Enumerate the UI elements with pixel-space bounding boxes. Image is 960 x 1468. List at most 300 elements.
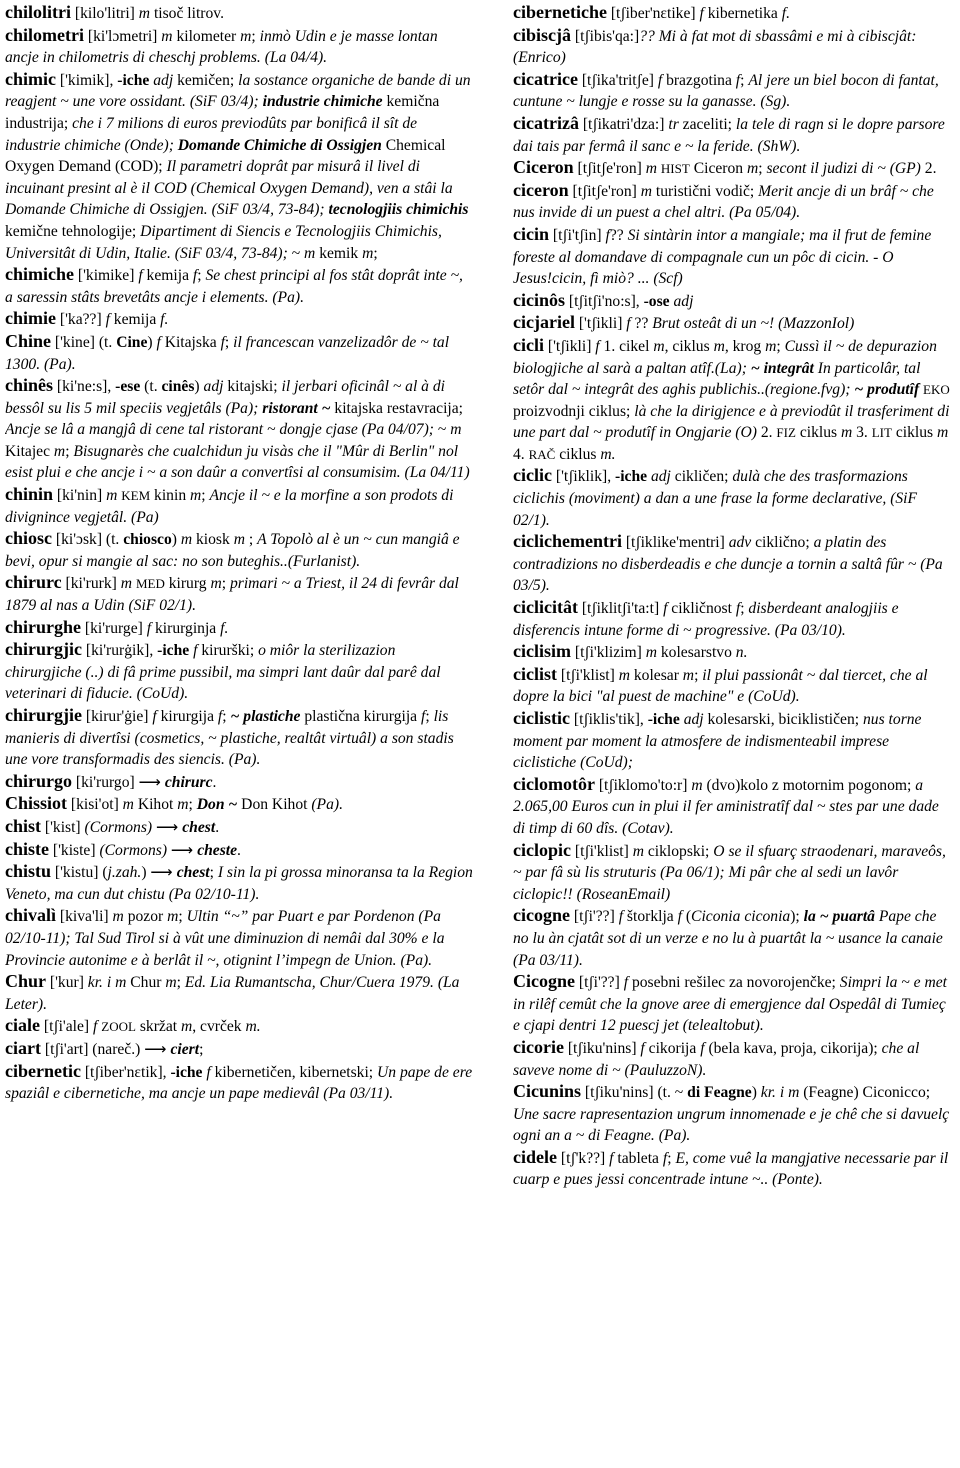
headword: ciceron — [513, 179, 569, 200]
entry-text: ; — [425, 708, 434, 725]
dictionary-entry — [513, 1081, 951, 1147]
entry-text: tecnologjiis chimichis — [328, 201, 469, 219]
entry-text: I sin la pi grossa minoransa ta la Region Veneto, ma cun dut chistu (Pa 02/10-11). — [5, 864, 473, 903]
dictionary-entry — [513, 290, 951, 313]
entry-text: [tʃika'tritʃe] — [577, 71, 658, 89]
entry-text: kolesar — [629, 666, 683, 684]
entry-text: ZOOL — [101, 1019, 136, 1035]
entry-text: secont il judizi di ~ (GP) — [766, 160, 921, 178]
dictionary-entry — [5, 264, 473, 308]
entry-text: ['kine] (t. — [51, 333, 117, 351]
entry-text: m — [682, 666, 695, 684]
headword: Chine — [5, 330, 52, 351]
entry-text: ['kimike] — [74, 267, 139, 285]
entry-text: ['kiste] — [49, 841, 100, 859]
entry-text: che i 7 milions di euros previodûts par bonificâ il sît de industrie chimiche (Onde); — [5, 114, 418, 154]
entry-text: (bela kava, proja, cikorija); — [704, 1039, 882, 1057]
entry-text: ; — [667, 1149, 676, 1167]
entry-text: ['ka??] — [56, 311, 106, 329]
entry-text: Pape che no lu àn cjatât sot di un verze e no lu à puartât la ~ usance la canaie (Pa 03/11). — [513, 908, 943, 969]
headword: ciclistic — [513, 708, 570, 728]
headword: cibiscjâ — [513, 24, 571, 45]
entry-text: adj — [650, 468, 671, 486]
entry-text: cikličen; — [670, 468, 733, 486]
entry-text: ['tʃikli] — [543, 337, 596, 355]
entry-text: [tʃiber'nɛtike] — [606, 5, 700, 22]
entry-text: m — [937, 424, 949, 442]
entry-text: RAČ — [528, 446, 556, 462]
dictionary-entry — [513, 180, 951, 224]
entry-text: ?? — [630, 315, 653, 333]
entry-text: a platin des contradizions no disberdeadis e che duncje a tornin a saltâ fûr ~ (Pa 03/5). — [513, 534, 943, 595]
headword: cicjariel — [513, 312, 575, 333]
entry-text: [ki'nin] — [53, 487, 107, 505]
dictionary-entry — [513, 2, 951, 25]
dictionary-entry — [513, 465, 951, 531]
entry-text: [ki'rurk] — [61, 575, 121, 593]
entry-text: 4. — [513, 445, 529, 463]
entry-text: m — [450, 421, 462, 439]
entry-text: [ki'ne:s], — [53, 378, 116, 396]
entry-text: inmò Udin e je masse lontan ancje in chilometris di cheschj problems. (La 04/4). — [5, 27, 438, 67]
headword: cicogne — [513, 905, 570, 926]
entry-text: [tʃiber'nɛtik], — [80, 1063, 171, 1081]
entry-text: lis manieris di divertîsi (cosmetics, ~ plastiche, realtât virtuâl) a son stadis une vore transformadis des siencis. (Pa). — [5, 708, 454, 769]
entry-text: adj — [673, 292, 694, 310]
entry-text: pozor — [123, 908, 168, 926]
dictionary-entry — [5, 25, 473, 69]
entry-text: ; — [178, 908, 187, 926]
entry-text: ; — [65, 442, 74, 460]
entry-text: m — [167, 908, 179, 926]
entry-text: [tʃiklike'mentri] — [621, 534, 729, 552]
dictionary-entry — [5, 905, 473, 971]
entry-text: ~ plastiche — [230, 708, 301, 725]
entry-text: ; — [373, 244, 378, 262]
headword: chiosc — [5, 528, 52, 549]
entry-text: m — [210, 575, 222, 593]
entry-text: [tʃiku'nins] — [563, 1039, 641, 1057]
entry-text: f — [663, 600, 668, 618]
entry-text: m — [120, 575, 133, 593]
entry-text: štorklja — [623, 908, 678, 926]
dictionary-entry — [5, 971, 473, 1015]
headword: ciale — [5, 1015, 40, 1036]
entry-text: kirurški; — [197, 642, 259, 660]
entry-text: ciklus — [555, 445, 601, 463]
entry-text: m — [138, 5, 151, 22]
entry-text: adj — [683, 711, 704, 728]
entry-text: . — [237, 841, 241, 859]
entry-text: f. — [781, 5, 790, 22]
entry-text: FIZ — [776, 425, 796, 441]
entry-text: m — [653, 337, 665, 355]
entry-text: ; — [197, 267, 206, 285]
dictionary-entry — [513, 840, 951, 906]
entry-text: m — [240, 27, 252, 45]
entry-text: f — [735, 600, 741, 618]
headword: chirurghe — [5, 616, 81, 637]
entry-text: m — [840, 424, 853, 442]
headword: chilolitri — [5, 2, 71, 22]
entry-text: [ki'lɔmetri] — [83, 27, 162, 45]
entry-text: o miôr la sterilizazion chirurgjiche (..) di fâ prime pussibil, ma simpri lant daûr dal parê dal veterinari di fiducie. (CoUd). — [5, 642, 441, 703]
dictionary-entry — [5, 484, 473, 528]
entry-text: m — [106, 487, 118, 505]
headword: cibernetic — [5, 1060, 81, 1081]
entry-text: Ancje se lâ a mangjâ di cene tal ristorant ~ dongje cjase (Pa 04/07); — [5, 421, 434, 439]
entry-text: Ed. Lia Rumantscha, Chur/Cuera 1979. (La Leter). — [5, 974, 460, 1013]
entry-text: [kirur'ġie] — [81, 708, 153, 725]
entry-text: ~ — [287, 244, 305, 262]
entry-text: (Cormons) — [99, 841, 168, 859]
entry-text: [tʃitʃe'ron] — [573, 160, 646, 178]
entry-text: cinês — [161, 378, 195, 396]
entry-text: ; — [758, 160, 767, 178]
entry-text: Une sacre rapresentazion ungrum innomenade e je chê che si davuelç ogni an a ~ di Feagne. (Pa). — [513, 1105, 950, 1145]
entry-text: ⟶ — [167, 841, 198, 859]
dictionary-entry — [5, 331, 473, 375]
entry-text: 2. — [756, 424, 777, 442]
entry-text: f. — [160, 311, 169, 329]
entry-text: f — [206, 1063, 211, 1081]
entry-text: m. — [245, 1018, 261, 1036]
headword: cicli — [513, 334, 544, 355]
entry-text: m — [645, 644, 657, 662]
entry-text: ~ produtîf — [854, 381, 920, 399]
entry-text: Ancje il ~ e la morfine a son prodots di divignince vegjetâl. (Pa) — [5, 487, 454, 526]
entry-text: chiosco — [123, 531, 172, 549]
entry-text: dulà che des trasformazions ciclichis (moviment) a dan a une frase la forme declarative, (SiF 02/1). — [513, 468, 918, 529]
entry-text: che al saveve nome di ~ (PauluzzoN). — [513, 1039, 920, 1079]
entry-text: Domande Chimiche di Ossigjen — [177, 136, 382, 154]
entry-text: In particolâr, tal setôr dal ~ integrât des aghis publichis..(regione.fvg); — [513, 359, 921, 399]
entry-text: m — [177, 796, 189, 814]
entry-text: m — [765, 337, 777, 355]
entry-text: ?? — [609, 226, 628, 244]
dictionary-entry — [513, 157, 951, 180]
headword: cicatrice — [513, 68, 578, 89]
dictionary-entry — [5, 639, 473, 705]
dictionary-entry — [513, 224, 951, 290]
entry-text: [tʃi'klizim] — [570, 644, 646, 662]
dictionary-entry — [5, 816, 473, 839]
entry-text: kitajska restavracija; — [330, 399, 464, 417]
headword: chirurgjic — [5, 639, 82, 660]
entry-text: ?? Mi à fat mot di sbassâmi e mi à cibiscjât: (Enrico) — [513, 27, 917, 67]
entry-text: [kisi'ot] — [67, 796, 123, 814]
dictionary-entry — [5, 572, 473, 616]
entry-text: [ki'ɔsk] (t. — [52, 531, 124, 549]
right-column — [513, 2, 951, 1468]
entry-text: kirurginja — [151, 619, 221, 637]
entry-text: la ~ puartâ — [803, 908, 875, 926]
entry-text: cikličnost — [667, 600, 736, 618]
entry-text: kitajski; — [223, 378, 282, 396]
entry-text: ['kistu] ( — [51, 864, 108, 882]
headword: chimie — [5, 308, 56, 329]
dictionary-entry — [513, 641, 951, 664]
entry-text: f — [640, 1039, 645, 1057]
headword: Chissiot — [5, 793, 68, 814]
entry-text: m — [713, 337, 725, 355]
entry-text: f — [605, 226, 610, 244]
entry-text: -iche — [170, 1063, 203, 1081]
entry-text: f — [93, 1018, 98, 1036]
headword: ciclisim — [513, 641, 571, 662]
entry-text: f — [138, 267, 143, 285]
entry-text: ); — [790, 908, 804, 926]
entry-text: ['kist] — [41, 818, 85, 836]
headword: ciclichementri — [513, 531, 622, 552]
entry-text: a 2.065,00 Euros cun in plui il fer aministratîf dal ~ stes par une dade di timp di 60 dîs. (Cotav). — [513, 776, 939, 837]
entry-text: -ese — [115, 378, 141, 396]
dictionary-entry — [513, 1147, 951, 1191]
entry-text: Un pape de ere spaziâl e cibernetiche, ma ancje un pape medievâl (Pa 03/11). — [5, 1063, 473, 1103]
entry-text: Si sintàrin intor a mangiale; ma il frut de femine foreste al domandave di compagnale cun un pôc di cicin. - O Jesus!cicin, fì miò? ... (Scf) — [513, 226, 932, 288]
entry-text: ) — [194, 378, 204, 396]
entry-text: kibernetičen, kibernetski; — [210, 1063, 378, 1081]
entry-text: adv — [728, 534, 752, 552]
entry-text: ) ⟶ — [141, 864, 177, 882]
headword: ciclist — [513, 663, 557, 684]
entry-text: m — [618, 666, 630, 684]
entry-text: ; — [224, 333, 234, 351]
entry-text: ~ integrât — [750, 359, 814, 377]
entry-text: -iche — [157, 642, 190, 660]
entry-text: f — [657, 71, 663, 89]
entry-text: ; — [251, 27, 260, 45]
entry-text: [tʃikatri'dza:] — [578, 115, 669, 133]
entry-text: ; — [188, 796, 197, 814]
dictionary-entry — [513, 25, 951, 69]
entry-text: [ki'rurge] — [81, 619, 147, 637]
entry-text: f — [677, 908, 682, 926]
entry-text: là che la dirigjence e à previodût il trasferiment di une part dal ~ produtîf in Ongjarie (O) — [513, 402, 950, 442]
entry-text: Don Kihot — [237, 796, 312, 814]
entry-text: kemik — [315, 244, 363, 262]
entry-text: Il parametri doprât par misurâ il livel di incuinant presint al è il COD (Chemical Oxygen Demand), ven a stâi la Domande Chimiche di Ossigjen. (SiF 03/4, 73-84); — [5, 158, 453, 219]
entry-text: kolesarstvo — [656, 644, 736, 662]
entry-text: kemične tehnologije; — [5, 222, 141, 240]
entry-text: Cine — [116, 333, 148, 351]
entry-text: (Cormons) — [84, 818, 153, 836]
entry-text: f — [217, 708, 223, 725]
entry-text: f — [105, 311, 110, 329]
entry-text: disberdeant analogjiis e disferencis intune forme di ~ progressive. (Pa 03/10). — [513, 600, 899, 639]
entry-text: primari ~ a Triest, il 24 di fevrâr dal 1879 al nas a Udin (SiF 02/1). — [5, 575, 459, 615]
entry-text: -iche — [647, 711, 680, 728]
headword: cicinôs — [513, 289, 565, 310]
dictionary-entry — [5, 308, 473, 331]
headword: ciclomotôr — [513, 773, 595, 794]
entry-text: kirurgija — [156, 708, 218, 725]
entry-text: il jerbari oficinâl ~ al à di bessôl su lis 5 mil speciis vegjetâls (Pa); — [5, 378, 446, 417]
entry-text: adj — [203, 378, 224, 396]
entry-text: ; — [776, 337, 785, 355]
entry-text: ['tʃikli] — [574, 315, 627, 333]
dictionary-entry — [5, 793, 473, 816]
entry-text: 3. — [852, 424, 872, 442]
entry-text: (t. — [140, 378, 162, 396]
entry-text: ciert — [170, 1040, 200, 1058]
entry-text: tisoč litrov. — [150, 5, 224, 22]
entry-text: , ciklus — [664, 337, 714, 355]
headword: ciclopic — [513, 839, 571, 860]
dictionary-entry — [5, 2, 473, 25]
entry-text: [tʃi'klist] — [556, 666, 619, 684]
entry-text: [kiva'li] — [56, 908, 113, 926]
entry-text: chirurc — [164, 773, 213, 791]
entry-text: brazgotina — [662, 71, 736, 89]
headword: chistu — [5, 861, 52, 882]
entry-text: n. — [735, 644, 748, 662]
dictionary-entry — [513, 774, 951, 840]
entry-text: [tʃi'tʃin] — [549, 226, 606, 244]
entry-text: f — [192, 267, 198, 285]
entry-text: tr — [668, 115, 679, 133]
entry-text: cheste — [197, 841, 238, 859]
entry-text: turistični vodič; — [652, 182, 759, 200]
entry-text: f — [156, 333, 161, 351]
dictionary-entry — [5, 528, 473, 572]
entry-text: ; — [694, 666, 703, 684]
entry-text: m — [233, 531, 245, 549]
entry-text: -ose — [643, 292, 670, 310]
entry-text: m — [645, 160, 658, 178]
entry-text: ciklično; — [751, 534, 814, 552]
left-column — [5, 2, 473, 1468]
headword: chimic — [5, 68, 56, 89]
entry-text: la tele di ragn si le dopre parsore dai tais par fermâ il sanc e ~ la feride. (ShW). — [513, 115, 945, 155]
headword: chirurgo — [5, 770, 72, 791]
dictionary-entry — [513, 905, 951, 971]
entry-text: f — [699, 5, 704, 22]
entry-text: ciklus — [795, 424, 841, 442]
headword: chimiche — [5, 264, 74, 285]
entry-text: ; — [221, 575, 230, 593]
entry-text: chest — [182, 818, 216, 836]
entry-text: proizvodnji ciklus; — [513, 402, 635, 420]
dictionary-entry — [513, 312, 951, 335]
dictionary-entry — [5, 69, 473, 264]
entry-text: Merit ancje di un brâf ~ che nus invide di un puest a chel altri. (Pa 05/04). — [513, 182, 934, 222]
entry-text: m — [53, 442, 66, 460]
dictionary-entry — [513, 531, 951, 597]
entry-text: plastična kirurgija — [300, 708, 421, 725]
entry-text: , cvrček — [192, 1018, 246, 1036]
entry-text: Bisugnarès che cualchidun ju visàs che il "Mûr di Berlin" nol esist plui e che ancje i ~ a son daûr a convertîsi al consumisim. (La 04/11) — [5, 442, 470, 482]
dictionary-entry — [5, 1015, 473, 1038]
dictionary-entry — [513, 971, 951, 1037]
entry-text: m — [691, 776, 703, 794]
entry-text: f — [193, 642, 198, 660]
entry-text: skržat — [135, 1018, 181, 1036]
headword: chirurc — [5, 572, 62, 593]
dictionary-entry — [513, 113, 951, 157]
dictionary-entry — [5, 617, 473, 640]
entry-text: [tʃiklis'tik], — [569, 711, 648, 728]
entry-text: ) — [147, 333, 157, 351]
entry-text: ; — [222, 708, 231, 725]
entry-text: j.zah. — [107, 864, 142, 882]
dictionary-entry — [513, 335, 951, 466]
entry-text: [tʃi'ale] — [39, 1018, 94, 1036]
entry-text: f — [735, 71, 741, 89]
dictionary-entry — [5, 1038, 473, 1061]
entry-text: MED — [135, 576, 165, 592]
entry-text: [tʃitʃi'no:s], — [565, 292, 644, 310]
entry-text: Kitajska — [160, 333, 221, 351]
entry-text: m — [190, 487, 202, 505]
dictionary-entry — [5, 705, 473, 771]
dictionary-entry — [5, 839, 473, 862]
entry-text: ; — [740, 71, 749, 89]
headword: ciart — [5, 1037, 41, 1058]
headword: cicatrizâ — [513, 112, 579, 133]
entry-text: m — [180, 1018, 193, 1036]
entry-text: A Topolò al è un ~ cun mangiâ e bevi, opur si mangie al sac: no son buteghis..(Furlanist). — [5, 531, 460, 570]
entry-text: Se chest principi al fos stât doprât inte ~, a saressin stâts brevetâts ancje i elements. (Pa). — [5, 267, 463, 306]
entry-text: . — [212, 773, 217, 791]
entry-text: kemičen; — [173, 71, 239, 89]
entry-text: nus torne moment par moment la atmosfere de indismenteabil imprese ciclistiche (CoUd); — [513, 711, 922, 772]
entry-text: Kihot — [133, 796, 178, 814]
entry-text: m — [112, 908, 124, 926]
entry-text: chest — [176, 864, 210, 882]
entry-text: ) — [171, 531, 181, 549]
entry-text: -iche — [615, 468, 648, 486]
dictionary-entry — [5, 1061, 473, 1105]
entry-text: m — [161, 27, 173, 45]
entry-text: m — [304, 244, 316, 262]
headword: Cicogne — [513, 971, 575, 992]
entry-text: kemija — [142, 267, 193, 285]
entry-text: kolesarski, biciklističen; — [703, 711, 863, 728]
entry-text: kiosk — [192, 531, 234, 549]
entry-text: f — [700, 1039, 705, 1057]
headword: chinês — [5, 375, 54, 396]
entry-text: . — [215, 818, 220, 836]
entry-text: ( — [681, 908, 692, 926]
entry-text: m — [746, 160, 759, 178]
entry-text: kibernetika — [703, 5, 782, 22]
entry-text: [tʃiklomo'to:r] — [594, 776, 692, 794]
entry-text: Don ~ — [196, 796, 238, 814]
entry-text: ) — [751, 1084, 761, 1102]
dictionary-entry — [513, 597, 951, 641]
entry-text: ; — [176, 974, 185, 992]
entry-text: Kitajec — [5, 442, 54, 460]
entry-text: f. — [220, 619, 229, 637]
entry-text: [kilo'litri] — [71, 5, 139, 22]
entry-text: industrie chimiche — [262, 93, 383, 111]
entry-text: m — [362, 244, 374, 262]
entry-text: kilometer — [172, 27, 241, 45]
entry-text: [tʃi'art] (nareč.) ⟶ — [40, 1040, 171, 1058]
headword: ciclic — [513, 465, 552, 486]
entry-text: cikorija — [644, 1039, 701, 1057]
entry-text: E, come vuê la mangjative necessarie par il cuarp e pues jessi concentrade intune ~.. (Ponte). — [513, 1149, 949, 1189]
dictionary-entry — [5, 861, 473, 905]
headword: Cicunins — [513, 1081, 582, 1102]
entry-text: [tʃi'klist] — [570, 842, 633, 860]
entry-text: di Feagne — [687, 1084, 752, 1102]
entry-text: Ciconia ciconia — [691, 908, 791, 926]
entry-text: [ki'rurġik], — [81, 642, 158, 660]
entry-text: Chur — [126, 974, 166, 992]
entry-text: kr. i m — [87, 974, 127, 992]
